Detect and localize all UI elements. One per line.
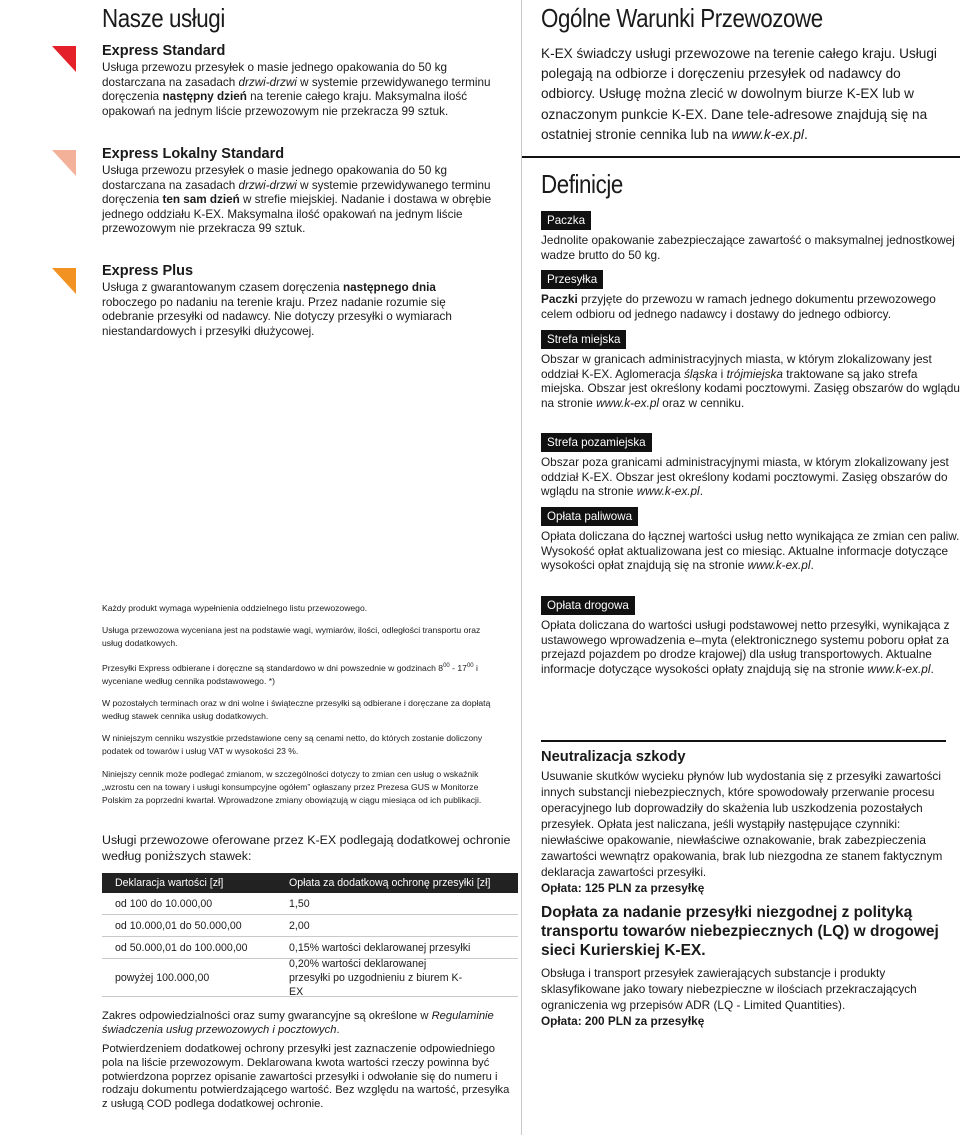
table-cell: od 10.000,01 do 50.000,00	[115, 919, 242, 932]
page-title-services	[102, 2, 245, 34]
definition-text: Opłata doliczana do łącznej wartości usług netto wynikająca ze zmian cen paliw. Wysokość opłat aktualizowana jest co miesiąc. Aktualne informacje dotyczące wysokości opłat znajdują się na stronie www.k-ex.pl.	[541, 529, 960, 573]
services-title: Nasze usługi	[102, 3, 225, 33]
term-badge: Strefa pozamiejska	[541, 433, 652, 452]
table-row	[102, 893, 518, 915]
insurance-intro: Usługi przewozowe oferowane przez K-EX podlegają dodatkowej ochronie według poniższych stawek:	[102, 833, 511, 863]
table-cell: powyżej 100.000,00	[115, 971, 210, 984]
section-divider	[541, 740, 946, 742]
service-description: Usługa z gwarantowanym czasem doręczenia następnego dnia roboczego po nadaniu na terenie kraju. Przez nadanie rozumie się odebranie przesyłki od nadawcy. Nie dotyczy przesyłki o wymiarach niestandardowych i przesyłki dłużycowej.	[102, 281, 452, 338]
definition-text: Obszar poza granicami administracyjnymi miasta, w którym zlokalizowany jest oddział K-EX. Obszar jest określony kodami pocztowymi. Zasięg obszarów do wglądu na stronie www.k-ex.pl.	[541, 455, 949, 499]
website-link[interactable]: www.k-ex.pl	[731, 126, 804, 142]
definitions-heading	[541, 168, 636, 200]
service-description: Usługa przewozu przesyłek o masie jednego opakowania do 50 kg dostarczana na zasadach drzwi-drzwi w systemie przewidywanego terminu doręczenia następny dzień na terenie całego kraju. Maksymalna ilość opakowań na jednym liście przewozowym nie przekracza 99 sztuk.	[102, 61, 491, 118]
salmon-triangle-marker	[52, 150, 76, 176]
website-link[interactable]: www.k-ex.pl	[596, 395, 660, 410]
website-link[interactable]: www.k-ex.pl	[867, 661, 931, 676]
orange-triangle-marker	[52, 268, 76, 294]
term-badge: Paczka	[541, 211, 591, 230]
insurance-table	[102, 873, 518, 997]
definition-paczka	[541, 211, 960, 262]
conditions-intro	[541, 44, 957, 145]
table-cell: 0,15% wartości deklarowanej przesyłki	[289, 941, 471, 954]
definition-text: Opłata doliczana do wartości usługi podstawowej netto przesyłki, wynikająca z ustawowego wprowadzenia e–myta (elektronicznego systemu poboru opłat za przejazd pojazdem po drodze krajowej) dla usług transportowych. Aktualne informacje dotyczące wysokości opłaty znajdują się na stronie www.k-ex.pl.	[541, 618, 950, 676]
website-link[interactable]: www.k-ex.pl	[636, 484, 700, 499]
note: Usługa przewozowa wyceniana jest na podstawie wagi, wymiarów, ilości, odległości transportu oraz usług dodatkowych.	[102, 625, 481, 649]
definition-strefa-pozamiejska	[541, 433, 960, 499]
table-header	[102, 873, 518, 893]
term-badge: Opłata drogowa	[541, 596, 635, 615]
term-badge: Opłata paliwowa	[541, 507, 638, 526]
page-title-conditions	[541, 2, 869, 34]
service-title: Express Lokalny Standard	[102, 146, 285, 162]
definition-oplata-paliwowa	[541, 507, 960, 573]
lq-text: Obsługa i transport przesyłek zawierających substancje i produkty sklasyfikowane jako towary niebezpieczne w ilościach przekraczających ograniczenia wg przepisów ADR (LQ - Limited Quantities).	[541, 966, 917, 1012]
conditions-title: Ogólne Warunki Przewozowe	[541, 3, 823, 33]
confirmation-text: Potwierdzeniem dodatkowej ochrony przesyłki jest zaznaczenie odpowiedniego pola na liście przewozowym. Deklarowana kwota wartości rzeczy powinna być potwierdzona poprzez opisanie zawartości przesyłki i odwołanie się do numeru i rodzaju dokumentu potwierdzającego wartość. Bez względu na wartość, przesyłka z usługą COD podlega dodatkowej ochronie.	[102, 1043, 510, 1111]
table-cell: od 50.000,01 do 100.000,00	[115, 941, 248, 954]
note: W niniejszym cenniku wszystkie przedstawione ceny są cenami netto, do których zostanie doliczony podatek od towarów i usług VAT w wysokości 23 %.	[102, 733, 483, 757]
definition-text: Obszar w granicach administracyjnych miasta, w którym zlokalizowany jest oddział K-EX. Aglomeracja śląska i trójmiejska traktowane są jako strefa miejska. Obszar jest określony kodami pocztowymi. Zasięg obszarów do wglądu na stronie www.k-ex.pl oraz w cenniku.	[541, 352, 960, 410]
service-title: Express Standard	[102, 43, 226, 59]
service-express-lokalny	[102, 146, 512, 237]
service-express-plus	[102, 263, 482, 339]
note: Przesyłki Express odbierane i doręczne są standardowo w dni powszednie w godzinach $8^{00} - 17^{00}$ i wyceniane według cennika podstawowego. *)	[102, 662, 478, 686]
intro-text: K-EX świadczy usługi przewozowe na terenie całego kraju. Usługi polegają na odbiorze i doręczeniu przesyłek od nadawcy do odbiorcy. Usługę można zlecić w dowolnym biurze K-EX lub w oznaczonym punkcie K-EX. Dane tele-adresowe znajdują się na ostatniej stronie cennika lub na www.k-ex.pl.	[541, 46, 937, 142]
table-row	[102, 959, 518, 997]
lq-fee: Opłata: 200 PLN za przesyłkę	[541, 1014, 705, 1028]
general-notes	[102, 602, 502, 816]
table-cell: 0,20% wartości deklarowanej przesyłki po uzgodnieniu z biurem K-EX	[289, 957, 463, 998]
table-header-cell: Opłata za dodatkową ochronę przesyłki [zł]	[289, 877, 491, 889]
definition-przesylka	[541, 270, 960, 321]
neutralization-fee: Opłata: 125 PLN za przesyłkę	[541, 881, 705, 895]
definition-text: Paczki przyjęte do przewozu w ramach jednego dokumentu przewozowego celem odbioru od jednego nadawcy i dostawy do jednego odbiorcy.	[541, 292, 936, 321]
neutralization-text: Usuwanie skutków wycieku płynów lub wydostania się z przesyłki zawartości innych substancji niebezpiecznych, które spowodowały przerwanie procesu operacyjnego lub doprowadziły do skażenia lub uszkodzenia pozostałych przesyłek. Opłata jest naliczana, jeśli wystąpiły następujące czynniki: niewłaściwe opakowanie, niewłaściwe oznakowanie, brak zabezpieczenia zawartości wewnątrz opakowania, brak lub niezgodna ze stanem faktycznym deklaracja zawartości przesyłki.	[541, 769, 943, 879]
liability-text: Zakres odpowiedzialności oraz sumy gwarancyjne są określone w Regulaminie świadczenia usług przewozowych i pocztowych.	[102, 1010, 494, 1036]
lq-section	[541, 903, 951, 1029]
service-description: Usługa przewozu przesyłek o masie jednego opakowania do 50 kg dostarczana na zasadach drzwi-drzwi w systemie przewidywanego terminu doręczenia ten sam dzień w strefie miejskiej. Nadanie i dostawa w obrębie jednego oddziału K-EX. Maksymalna ilość opakowań na jednym liście przewozowym nie przekracza 99 sztuk.	[102, 164, 492, 236]
note: Każdy produkt wymaga wypełnienia oddzielnego listu przewozowego.	[102, 603, 368, 613]
red-triangle-marker	[52, 46, 76, 72]
service-express-standard	[102, 43, 512, 119]
column-divider	[521, 0, 522, 1135]
table-cell: od 100 do 10.000,00	[115, 897, 213, 910]
neutralization-title: Neutralizacja szkody	[541, 749, 686, 765]
definition-text: Jednolite opakowanie zabezpieczające zawartość o maksymalnej jednostkowej wadze brutto do 50 kg.	[541, 233, 955, 262]
neutralization-section	[541, 748, 951, 896]
service-title: Express Plus	[102, 263, 194, 279]
definition-oplata-drogowa	[541, 596, 960, 676]
term-badge: Strefa miejska	[541, 330, 626, 349]
table-cell: 2,00	[289, 919, 310, 932]
definition-strefa-miejska	[541, 330, 960, 410]
lq-title: Dopłata za nadanie przesyłki niezgodnej z polityką transportu towarów niebezpiecznych (LQ) w drogowej sieci Kurierskiej K-EX.	[541, 904, 939, 959]
definitions-title: Definicje	[541, 169, 623, 199]
table-cell: 1,50	[289, 897, 310, 910]
website-link[interactable]: www.k-ex.pl	[747, 558, 811, 573]
note: Niniejszy cennik może podlegać zmianom, w szczególności dotyczy to zmian cen usług o wskaźnik „wzrostu cen na towary i usługi konsumpcyjne ogółem” ogłaszany przez Prezesa GUS w Monitorze Polskim za poprzedni kwartał. Wprowadzone zmiany obowiązują w ciągu miesiąca od ich publikacji.	[102, 768, 482, 806]
table-header-cell: Deklaracja wartości [zł]	[115, 877, 224, 889]
table-row	[102, 915, 518, 937]
note: W pozostałych terminach oraz w dni wolne i świąteczne przesyłki są odbierane i doręczane za dopłatą według stawek cennika usług dodatkowych.	[102, 697, 491, 722]
term-badge: Przesyłka	[541, 270, 603, 289]
section-divider	[522, 156, 960, 158]
